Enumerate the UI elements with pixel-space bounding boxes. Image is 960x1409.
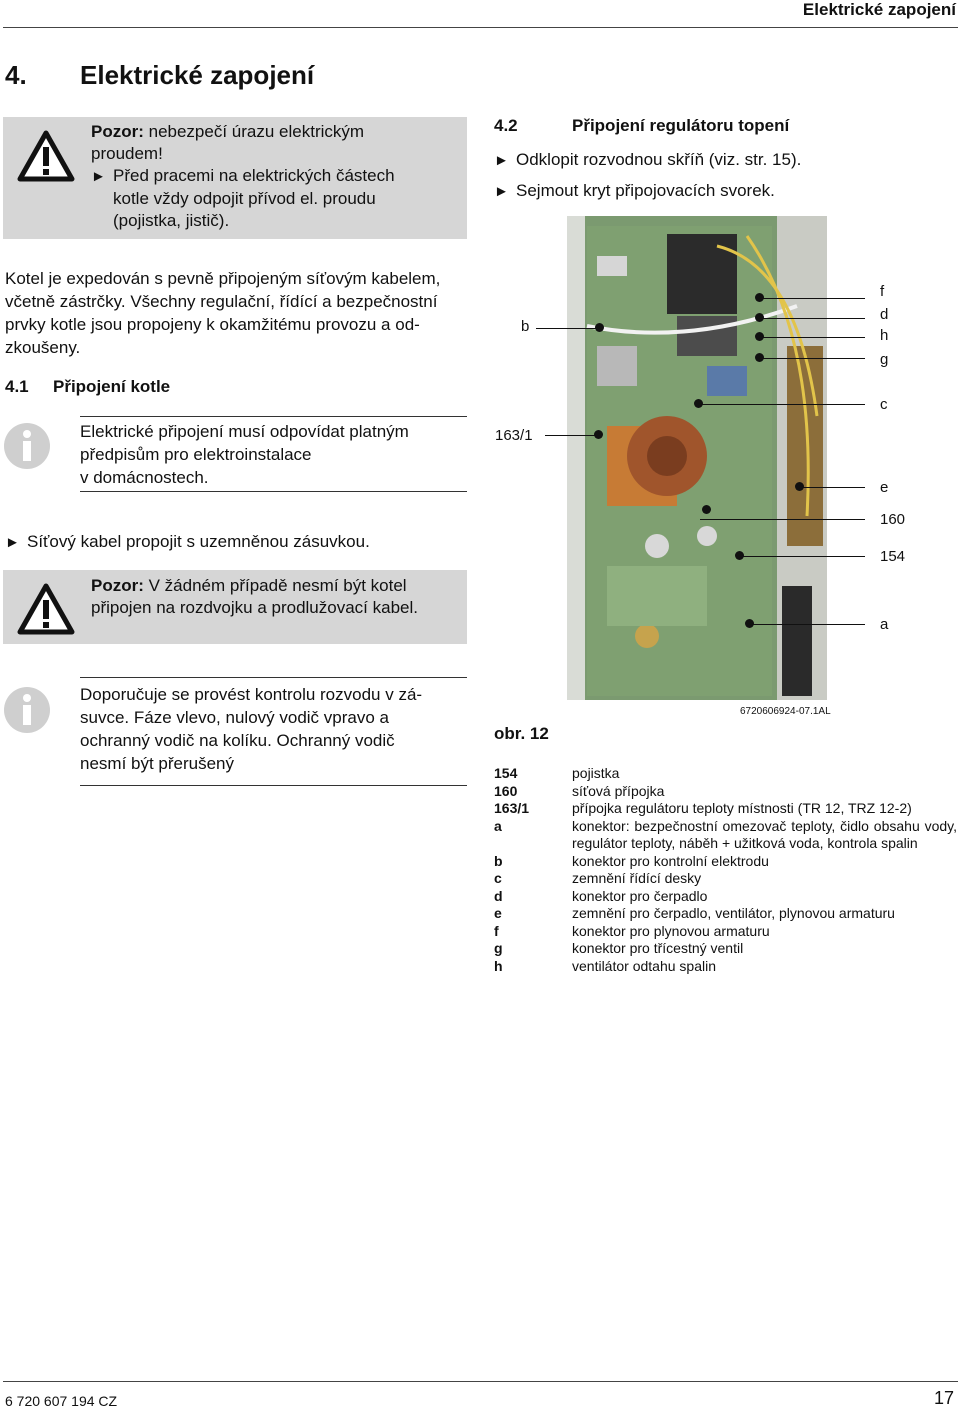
callout-label-h: h [880,327,889,344]
warning-text: proudem! [91,144,163,163]
legend-key: 160 [494,782,518,799]
legend-row [494,940,957,958]
circuit-board-illustration [567,216,827,700]
legend-key: h [494,957,503,974]
intro-paragraph [5,267,467,359]
instruction-step [494,148,801,172]
callout-dot [595,323,604,332]
info-divider [80,677,467,678]
page-number: 17 [933,1388,954,1408]
arrow-bullet-icon: ► [5,534,20,551]
callout-label-c: c [880,396,888,413]
legend-key: 154 [494,765,518,781]
legend-value: konektor pro plynovou armaturu [572,922,770,939]
legend-key: g [494,940,503,956]
legend-row [494,923,957,941]
callout-label-d: d [880,306,889,323]
chapter-title [5,60,314,91]
legend-value: konektor pro třícestný ventil [572,940,744,956]
legend-key: c [494,870,502,886]
figure-caption: obr. 12 [494,724,549,743]
figure-code: 6720606924-07.1AL [740,706,831,717]
text-line: Doporučuje se provést kontrolu rozvodu v zá- [80,685,423,704]
callout-label-160: 160 [880,511,906,528]
legend-row [494,765,957,783]
text-line: v domácnostech. [80,468,209,487]
legend-row [494,800,957,818]
callout-dot [795,482,804,491]
callout-label-154: 154 [880,548,906,565]
warning-triangle-icon [16,582,76,636]
info-icon [3,686,51,734]
leader-line [536,328,599,329]
legend-value: pojistka [572,765,620,781]
legend-row [494,905,957,923]
info-note [80,683,467,775]
instruction-step [5,530,370,554]
leader-line [699,404,865,405]
warning-label: Pozor: [91,576,144,595]
warning-instruction: kotle vždy odpojit přívod el. proudu [113,189,376,208]
section-title: Připojení regulátoru topení [572,116,790,135]
leader-line [740,556,865,557]
legend-value: konektor pro čerpadlo [572,887,708,904]
text-line: prvky kotle jsou propojeny k okamžitému provozu a od- [5,315,420,334]
legend-value: síťová přípojka [572,782,665,799]
arrow-bullet-icon: ► [494,183,509,200]
info-divider [80,416,467,417]
legend-key: e [494,905,502,921]
legend-value: ventilátor odtahu spalin [572,957,716,974]
warning-instruction: (pojistka, jistič). [113,211,230,230]
callout-label-f: f [880,283,885,300]
callout-label-g: g [880,351,889,368]
step-text: Odklopit rozvodnou skříň (viz. str. 15). [516,150,802,169]
warning-box [3,570,467,644]
leader-line [760,318,865,319]
legend-key: b [494,852,503,869]
warning-text: nebezpečí úrazu elektrickým [143,122,365,141]
legend-key: 163/1 [494,800,530,816]
callout-label-b: b [521,318,530,335]
circuit-board-photo [567,216,827,700]
info-icon [3,422,51,470]
callout-dot [745,619,754,628]
document-number: 6 720 607 194 CZ [5,1393,118,1409]
legend-row [494,818,957,853]
legend-row [494,888,957,906]
warning-instruction: Před pracemi na elektrických částech [113,166,395,185]
callout-dot [755,293,764,302]
footer-divider [3,1381,958,1382]
legend-key: d [494,887,503,904]
chapter-number: 4. [5,60,27,90]
legend-value: zemnění pro čerpadlo, ventilátor, plynovou armaturu [572,905,895,921]
legend-row [494,958,957,976]
legend-key: a [494,817,502,834]
callout-dot [594,430,603,439]
instruction-step [494,179,775,203]
text-line: suvce. Fáze vlevo, nulový vodič vpravo a [80,708,389,727]
figure-legend [494,765,957,975]
leader-line [760,298,865,299]
legend-row [494,853,957,871]
text-line: předpisům pro elektroinstalace [80,445,312,464]
text-line: zkoušeny. [5,338,81,357]
warning-triangle-icon [16,129,76,183]
callout-label-e: e [880,479,889,496]
section-heading [494,116,789,136]
info-divider [80,491,467,492]
callout-label-163-1: 163/1 [495,427,533,444]
legend-value: přípojka regulátoru teploty místnosti (TR 12, TRZ 12-2) [572,800,912,816]
legend-key: f [494,922,499,939]
leader-line [750,624,865,625]
running-header: Elektrické zapojení [802,0,956,19]
info-divider [80,785,467,786]
chapter-title-text: Elektrické zapojení [80,60,315,90]
callout-label-a: a [880,616,889,633]
section-title: Připojení kotle [53,377,171,396]
leader-line [760,337,865,338]
warning-box [3,117,467,239]
arrow-bullet-icon: ► [494,152,509,169]
leader-line [545,435,598,436]
legend-value: konektor pro kontrolní elektrodu [572,852,769,869]
step-text: Sejmout kryt připojovacích svorek. [516,181,775,200]
step-text: Síťový kabel propojit s uzemněnou zásuvkou. [27,532,370,551]
callout-dot [755,332,764,341]
callout-dot [694,399,703,408]
warning-text: připojen na rozdvojku a prodlužovací kabel. [91,598,418,617]
text-line: nesmí být přerušený [80,754,235,773]
text-line: Kotel je expedován s pevně připojeným síťovým kabelem, [5,269,441,288]
header-divider [3,27,958,28]
warning-label: Pozor: [91,122,144,141]
legend-value: zemnění řídící desky [572,870,702,886]
leader-line [760,358,865,359]
section-number: 4.2 [494,116,518,135]
callout-dot [755,353,764,362]
text-line: včetně zástrčky. Všechny regulační, řídící a bezpečnostní [5,292,438,311]
legend-value: konektor: bezpečnostní omezovač teploty, čidlo obsahu vody, regulátor teploty, náběh + užitková voda, kontrola spalin [572,817,957,851]
text-line: Elektrické připojení musí odpovídat platným [80,422,409,441]
section-number: 4.1 [5,377,29,396]
callout-dot [735,551,744,560]
callout-dot [755,313,764,322]
legend-row [494,870,957,888]
leader-line [800,487,865,488]
legend-row [494,783,957,801]
leader-line [700,519,865,520]
section-heading [5,377,170,397]
arrow-bullet-icon: ► [91,168,106,185]
callout-dot [702,505,711,514]
warning-text: V žádném případě nesmí být kotel [143,576,407,595]
info-note [80,420,467,489]
text-line: ochranný vodič na kolíku. Ochranný vodič [80,731,395,750]
